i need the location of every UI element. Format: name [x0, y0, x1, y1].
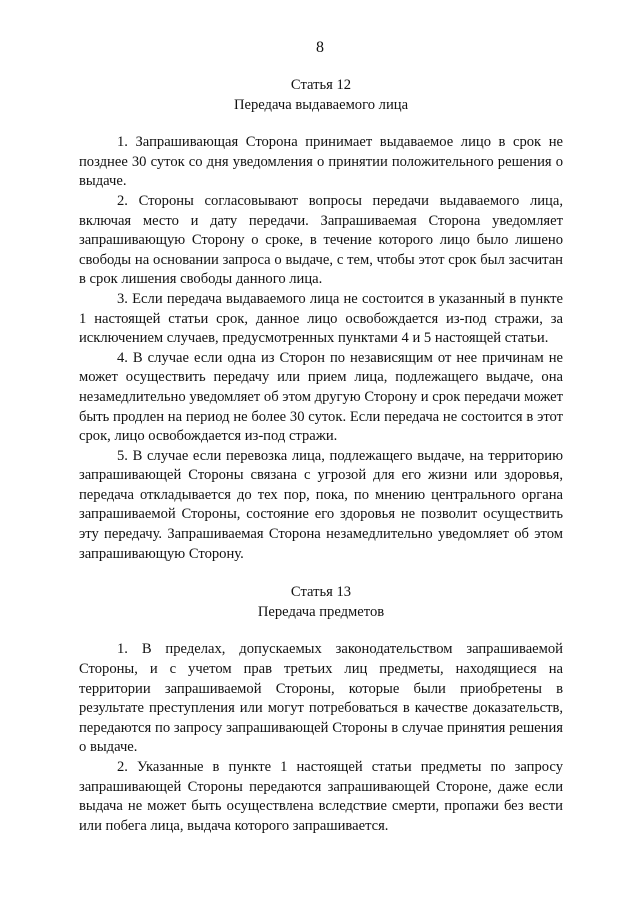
paragraph: 2. Стороны согласовывают вопросы передачи выдаваемого лица, включая место и дату передачи. Запрашиваемая Сторона уведомляет запрашивающую Сторону о сроке, в течение которого лицо было лишено свободы на основании запроса о выдаче, с тем, чтобы этот срок был засчитан в срок лишения свободы данного лица.	[79, 192, 563, 288]
page-number: 8	[316, 39, 324, 56]
article-title: Передача выдаваемого лица	[233, 96, 409, 113]
paragraph: 2. Указанные в пункте 1 настоящей статьи предметы по запросу запрашивающей Стороны передаются запрашивающей Стороне, даже если выдача не может быть осуществлена вследствие смерти, пропажи без вести или побега лица, выдача которого запрашивается.	[79, 759, 563, 834]
article-title: Передача предметов	[257, 603, 385, 620]
paragraph: 5. В случае если перевозка лица, подлежащего выдаче, на территорию запрашивающей Стороны связана с угрозой для его жизни или здоровья, передача откладывается до тех пор, пока, по мнению центрального органа запрашиваемой Стороны, состояние его здоровья не позволит осуществить эту передачу. Запрашиваемая Сторона незамедлительно уведомляет об этом запрашивающую Сторону.	[79, 447, 563, 562]
paragraph: 4. В случае если одна из Сторон по независящим от нее причинам не может осуществить передачу или прием лица, подлежащего выдаче, она незамедлительно уведомляет об этом другую Сторону и срок передачи может быть продлен на период не более 30 суток. Если передача не состоится в этот срок, лицо освобождается из-под стражи.	[79, 349, 563, 445]
article-number: Статья 13	[290, 584, 352, 601]
paragraph: 1. Запрашивающая Сторона принимает выдаваемое лицо в срок не позднее 30 суток со дня уведомления о принятии положительного решения о выдаче.	[79, 134, 563, 190]
article-number: Статья 12	[290, 77, 352, 93]
article-heading	[79, 76, 563, 115]
document-body	[79, 76, 563, 836]
article-heading	[79, 583, 563, 622]
paragraph: 3. Если передача выдаваемого лица не состоится в указанный в пункте 1 настоящей статьи срок, данное лицо освобождается из-под стражи, за исключением случаев, предусмотренных пунктами 4 и 5 настоящей статьи.	[79, 290, 563, 347]
paragraph: 1. В пределах, допускаемых законодательством запрашиваемой Стороны, и с учетом прав третьих лиц предметы, находящиеся на территории запрашиваемой Стороны, которые были приобретены в результате преступления или могут потребоваться в качестве доказательств, передаются по запросу запрашивающей Стороны в случае принятия решения о выдаче.	[79, 641, 563, 756]
